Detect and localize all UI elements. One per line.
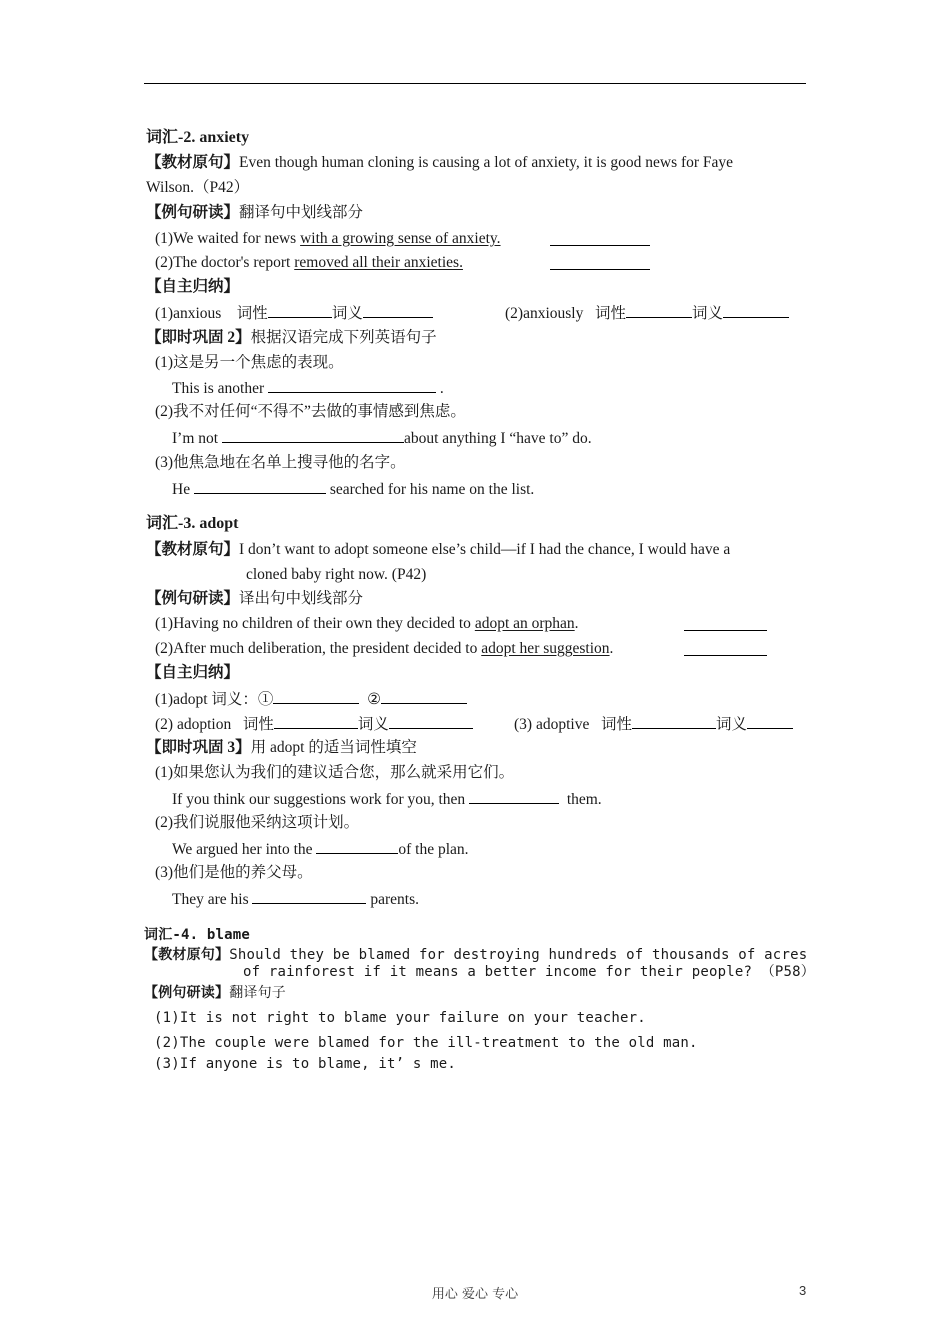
s3-study-heading: 【例句研读】译出句中划线部分 <box>146 590 364 607</box>
s4-study-heading: 【例句研读】翻译句子 <box>144 985 287 1001</box>
s3-summary-adopt: (1)adopt 词义：① ② <box>155 689 467 710</box>
s3-example-1-blank[interactable] <box>684 616 767 631</box>
s3-original-line-1: 【教材原句】I don’t want to adopt someone else’s child—if I had the chance, I would have a <box>146 541 731 558</box>
s3-q3-english: They are his parents. <box>172 891 419 908</box>
s2-example-1-blank[interactable] <box>550 231 650 246</box>
s3-example-1: (1)Having no children of their own they decided to adopt an orphan. <box>155 615 579 632</box>
footer-motto: 用心 爱心 专心 <box>431 1287 519 1302</box>
s2-original-line-2: Wilson.（P42） <box>146 179 250 196</box>
page-number: 3 <box>799 1283 807 1298</box>
section-4-title: 词汇-4. blame <box>144 927 251 943</box>
s4-example-3: (3)If anyone is to blame, it’ s me. <box>154 1056 457 1072</box>
s2-q2-chinese: (2)我不对任何“不得不”去做的事情感到焦虑。 <box>155 403 466 420</box>
s2-q3-chinese: (3)他焦急地在名单上搜寻他的名字。 <box>155 454 406 471</box>
s2-summary-heading: 【自主归纳】 <box>146 278 240 295</box>
s3-summary-adoption: (2) adoption 词性 词义 <box>155 714 473 735</box>
s2-practice-heading: 【即时巩固 2】根据汉语完成下列英语句子 <box>146 329 437 346</box>
s4-example-2: (2)The couple were blamed for the ill-treatment to the old man. <box>154 1035 698 1051</box>
s3-q3-chinese: (3)他们是他的养父母。 <box>155 864 313 881</box>
s2-example-2: (2)The doctor's report removed all their anxieties. <box>155 254 463 271</box>
s2-summary-anxiously: (2)anxiously 词性 词义 <box>505 303 789 324</box>
s2-q1-chinese: (1)这是另一个焦虑的表现。 <box>155 354 344 371</box>
s3-example-2: (2)After much deliberation, the president decided to adopt her suggestion. <box>155 640 614 657</box>
s2-q2-english: I’m not about anything I “have to” do. <box>172 430 592 447</box>
s3-q2-english: We argued her into the of the plan. <box>172 841 469 858</box>
s3-summary-adoptive: (3) adoptive 词性 词义 <box>514 714 793 735</box>
section-3-title: 词汇-3. adopt <box>146 515 239 532</box>
s3-practice-heading: 【即时巩固 3】用 adopt 的适当词性填空 <box>146 739 417 756</box>
s3-example-2-blank[interactable] <box>684 641 767 656</box>
s2-example-1: (1)We waited for news with a growing sense of anxiety. <box>155 230 501 247</box>
s2-q3-english: He searched for his name on the list. <box>172 481 535 498</box>
section-2-title: 词汇-2. anxiety <box>146 129 250 146</box>
s4-original-line-2: of rainforest if it means a better income for their people? （P58） <box>243 964 816 980</box>
s2-q1-english: This is another . <box>172 380 444 397</box>
s2-original-line-1: 【教材原句】Even though human cloning is causing a lot of anxiety, it is good news for Faye <box>146 154 734 171</box>
s3-q1-chinese: (1)如果您认为我们的建议适合您，那么就采用它们。 <box>155 764 515 781</box>
s3-q2-chinese: (2)我们说服他采纳这项计划。 <box>155 814 360 831</box>
s3-original-line-2: cloned baby right now. (P42) <box>246 566 427 583</box>
s2-study-heading: 【例句研读】翻译句中划线部分 <box>146 204 364 221</box>
s2-example-2-blank[interactable] <box>550 255 650 270</box>
s4-example-1: (1)It is not right to blame your failure on your teacher. <box>154 1010 646 1026</box>
s4-original-line-1: 【教材原句】Should they be blamed for destroying hundreds of thousands of acres <box>144 947 808 963</box>
s3-q1-english: If you think our suggestions work for you, then them. <box>172 791 602 808</box>
s2-summary-anxious: (1)anxious 词性 词义 <box>155 303 433 324</box>
s3-summary-heading: 【自主归纳】 <box>146 664 240 681</box>
header-rule <box>144 83 806 84</box>
